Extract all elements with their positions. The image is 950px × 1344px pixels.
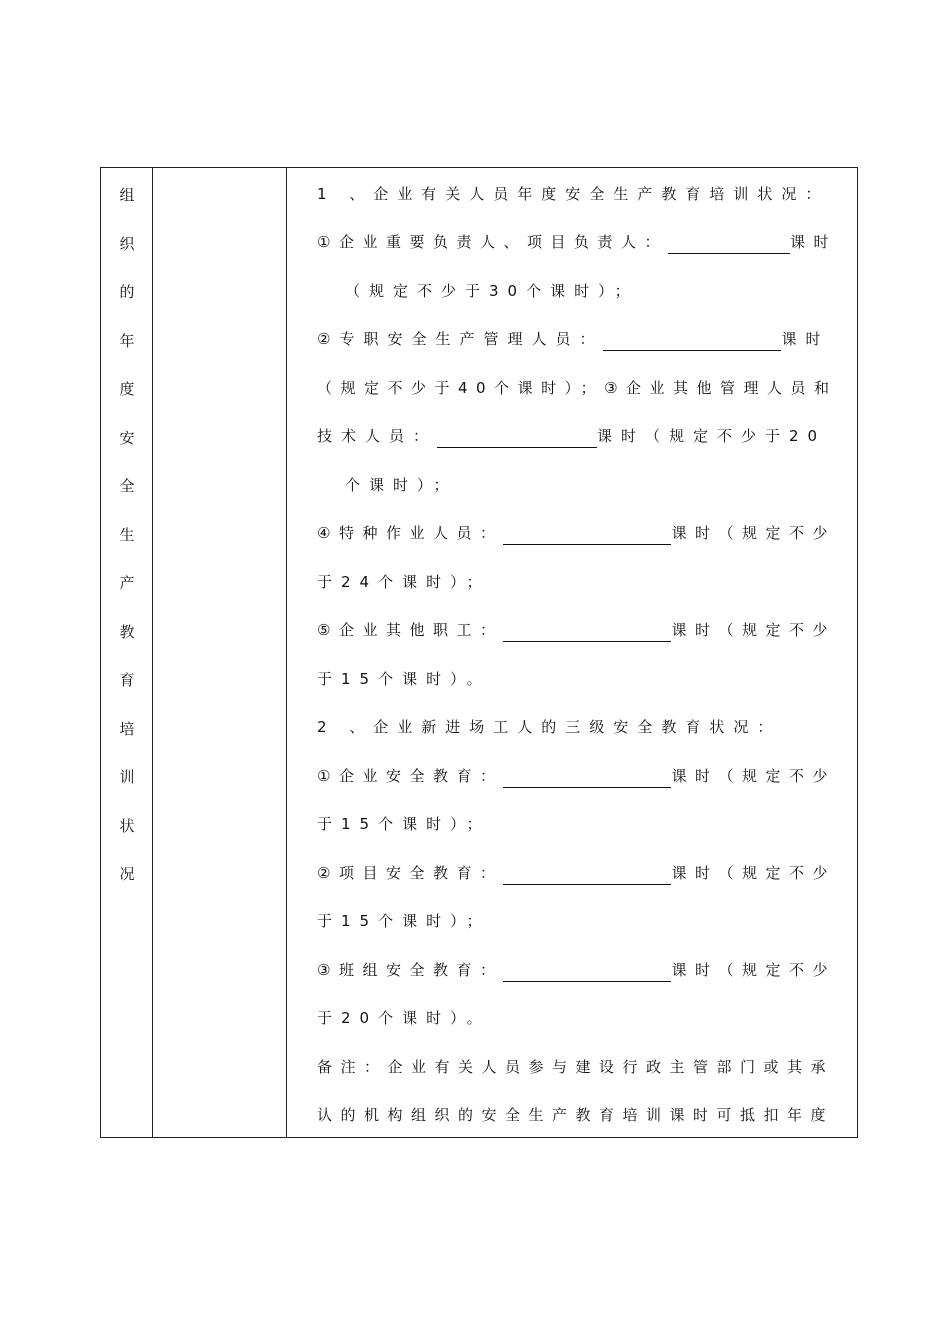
label-char: 训 xyxy=(119,768,135,786)
note-line-1: 备注：企业有关人员参与建设行政主管部门或其承 xyxy=(317,1058,835,1076)
line-project-safety-education xyxy=(317,861,841,885)
line-company-safety-education xyxy=(317,764,841,788)
label-char: 度 xyxy=(119,380,135,398)
hours-unit: 课时（规定不少 xyxy=(671,621,836,639)
line-team-safety-education xyxy=(317,958,841,982)
item-label: 技术人员： xyxy=(317,427,438,445)
hours-blank[interactable] xyxy=(603,332,781,351)
line-technical-staff xyxy=(317,424,841,448)
label-char: 育 xyxy=(119,671,135,689)
label-char: 培 xyxy=(119,720,135,738)
training-content-column xyxy=(287,168,857,1137)
label-char: 安 xyxy=(119,429,135,447)
requirement-text: 于24个课时）； xyxy=(317,573,491,591)
hours-blank[interactable] xyxy=(503,769,671,788)
line-other-employees xyxy=(317,618,841,642)
item-label: ②专职安全生产管理人员： xyxy=(317,330,604,348)
label-char: 况 xyxy=(119,865,135,883)
hours-blank[interactable] xyxy=(503,963,671,982)
category-label-column xyxy=(101,168,153,1137)
label-char: 状 xyxy=(119,817,135,835)
label-char: 全 xyxy=(119,477,135,495)
hours-unit: 课时（规定不少于20 xyxy=(597,427,827,445)
hours-unit: 课时（规定不少 xyxy=(671,767,836,785)
hours-blank[interactable] xyxy=(437,429,597,448)
hours-unit: 课时（规定不少 xyxy=(671,524,836,542)
requirement-text: 于15个课时）。 xyxy=(317,670,491,688)
label-char: 教 xyxy=(119,623,135,641)
training-form-table xyxy=(100,167,858,1138)
section-2-title: 2 、企业新进场工人的三级安全教育状况： xyxy=(317,718,782,736)
item-label: ①企业重要负责人、项目负责人： xyxy=(317,233,668,251)
item-label: ③班组安全教育： xyxy=(317,961,504,979)
label-char: 组 xyxy=(119,186,135,204)
label-char: 的 xyxy=(119,283,135,301)
hours-blank[interactable] xyxy=(503,526,671,545)
hours-blank[interactable] xyxy=(503,866,671,885)
line-principal-leaders xyxy=(317,230,841,254)
item-label: ①企业安全教育： xyxy=(317,767,504,785)
line-safety-managers xyxy=(317,327,841,351)
requirement-text: 于15个课时）； xyxy=(317,815,491,833)
empty-middle-column xyxy=(153,168,287,1137)
hours-blank[interactable] xyxy=(668,235,790,254)
line-special-operators xyxy=(317,521,841,545)
item-label: ⑤企业其他职工： xyxy=(317,621,504,639)
hours-unit: 课时 xyxy=(789,233,837,251)
requirement-text: 个课时）； xyxy=(345,476,458,494)
hours-unit: 课时（规定不少 xyxy=(671,864,836,882)
label-char: 织 xyxy=(119,235,135,253)
item-label: ②项目安全教育： xyxy=(317,864,504,882)
section-1-title: 1 、企业有关人员年度安全生产教育培训状况： xyxy=(317,185,830,203)
label-char: 年 xyxy=(119,332,135,350)
hours-blank[interactable] xyxy=(503,623,671,642)
item-label: ④特种作业人员： xyxy=(317,524,504,542)
requirement-text: （规定不少于30个课时）； xyxy=(345,282,639,300)
note-line-2: 认的机构组织的安全生产教育培训课时可抵扣年度 xyxy=(317,1106,835,1124)
requirement-text: （规定不少于40个课时）；③企业其他管理人员和 xyxy=(317,379,838,397)
label-char: 产 xyxy=(119,574,135,592)
label-char: 生 xyxy=(119,526,135,544)
hours-unit: 课时 xyxy=(781,330,830,348)
requirement-text: 于20个课时）。 xyxy=(317,1009,491,1027)
hours-unit: 课时（规定不少 xyxy=(671,961,836,979)
requirement-text: 于15个课时）； xyxy=(317,912,491,930)
